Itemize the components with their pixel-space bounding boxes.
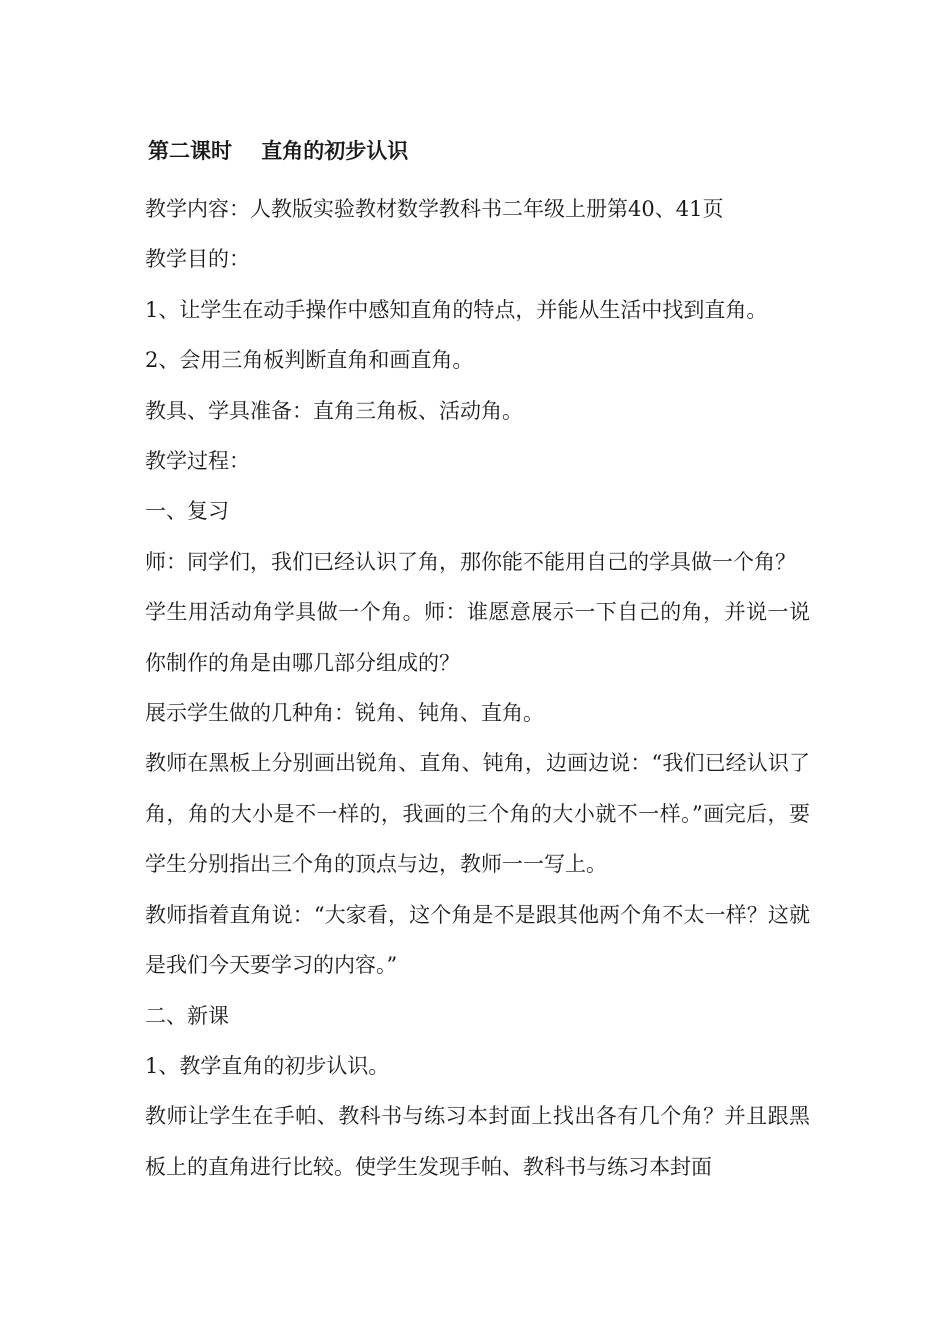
lesson-body: [145, 184, 810, 1192]
paragraph-teacher-question: 师：同学们，我们已经认识了角，那你能不能用自己的学具做一个角？: [145, 549, 796, 574]
paragraph-find-angles: 教师让学生在手帕、教科书与练习本封面上找出各有几个角？并且跟黑板上的直角进行比较。使学生发现手帕、教科书与练习本封面: [145, 1104, 810, 1179]
paragraph-angle-types: 展示学生做的几种角：锐角、钝角、直角。: [145, 701, 544, 726]
paragraph-process-heading: 教学过程：: [145, 449, 250, 474]
section-review-heading: 一、复习: [145, 499, 229, 524]
paragraph-materials: 教具、学具准备：直角三角板、活动角。: [145, 398, 523, 423]
paragraph-right-angle-intro: 教师指着直角说：“大家看，这个角是不是跟其他两个角不太一样？这就是我们今天要学习的内容。”: [145, 902, 810, 978]
paragraph-objectives-heading: 教学目的：: [145, 247, 250, 272]
paragraph-objective-2: 2、会用三角板判断直角和画直角。: [145, 348, 474, 373]
paragraph-objective-1: 1、让学生在动手操作中感知直角的特点，并能从生活中找到直角。: [145, 297, 768, 322]
paragraph-teaching-content: 教学内容：人教版实验教材数学教科书二年级上册第40、41页: [145, 197, 724, 221]
paragraph-student-activity: 学生用活动角学具做一个角。师：谁愿意展示一下自己的角，并说一说你制作的角是由哪几部分组成的？: [145, 600, 810, 675]
paragraph-teaching-step-1: 1、教学直角的初步认识。: [145, 1053, 390, 1078]
lesson-title: 第二课时 直角的初步认识: [148, 138, 409, 163]
paragraph-blackboard-drawing: 教师在黑板上分别画出锐角、直角、钝角，边画边说：“我们已经认识了角，角的大小是不一样的，我画的三个角的大小就不一样。”画完后，要学生分别指出三个角的顶点与边，教师一一写上。: [145, 751, 810, 877]
section-new-lesson-heading: 二、新课: [145, 1003, 229, 1028]
